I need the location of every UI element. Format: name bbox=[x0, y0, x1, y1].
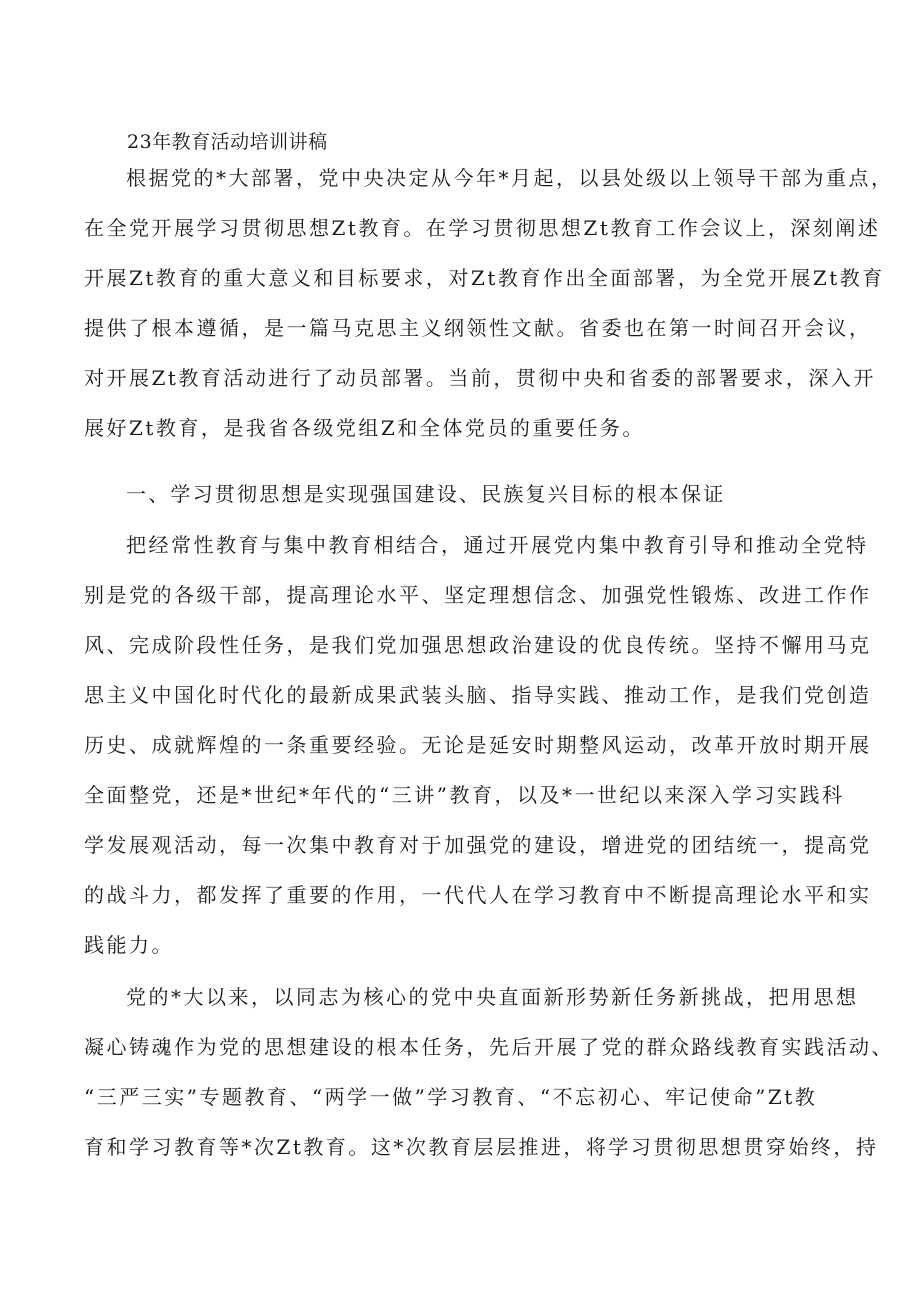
paragraph-2 bbox=[84, 520, 872, 970]
document-title: 23年教育活动培训讲稿 bbox=[127, 131, 328, 153]
text-line: 凝心铸魂作为党的思想建设的根本任务，先后开展了党的群众路线教育实践活动、 bbox=[84, 1035, 894, 1059]
text-line: 把经常性教育与集中教育相结合，通过开展党内集中教育引导和推动全党特 bbox=[126, 533, 869, 557]
text-line: 对开展Zt教育活动进行了动员部署。当前，贯彻中央和省委的部署要求，深入开 bbox=[84, 366, 876, 390]
text-line: 的战斗力，都发挥了重要的作用，一代代人在学习教育中不断提高理论水平和实 bbox=[84, 883, 872, 907]
text-line: 在全党开展学习贯彻思想Zt教育。在学习贯彻思想Zt教育工作会议上，深刻阐述 bbox=[84, 216, 881, 240]
text-line: 提供了根本遵循，是一篇马克思主义纲领性文献。省委也在第一时间召开会议， bbox=[84, 316, 872, 340]
text-line: 党的*大以来，以同志为核心的党中央直面新形势新任务新挑战，把用思想 bbox=[126, 985, 859, 1009]
text-line: 思主义中国化时代化的最新成果武装头脑、指导实践、推动工作，是我们党创造 bbox=[84, 683, 872, 707]
text-line: 践能力。 bbox=[84, 933, 174, 957]
text-line: 根据党的*大部署，党中央决定从今年*月起，以县处级以上领导干部为重点， bbox=[126, 166, 894, 190]
paragraph-3 bbox=[84, 972, 894, 1172]
paragraph-1 bbox=[84, 153, 894, 453]
text-line: 展好Zt教育，是我省各级党组Z和全体党员的重要任务。 bbox=[84, 416, 645, 440]
text-line: 开展Zt教育的重大意义和目标要求，对Zt教育作出全面部署，为全党开展Zt教育 bbox=[84, 266, 885, 290]
text-line: 历史、成就辉煌的一条重要经验。无论是延安时期整风运动，改革开放时期开展 bbox=[84, 733, 872, 757]
section-heading-text: 一、学习贯彻思想是实现强国建设、民族复兴目标的根本保证 bbox=[126, 482, 726, 506]
text-line: 风、完成阶段性任务，是我们党加强思想政治建设的优良传统。坚持不懈用马克 bbox=[84, 633, 872, 657]
text-line: 育和学习教育等*次Zt教育。这*次教育层层推进，将学习贯彻思想贯穿始终，持 bbox=[84, 1135, 879, 1159]
text-line: 别是党的各级干部，提高理论水平、坚定理想信念、加强党性锻炼、改进工作作 bbox=[84, 583, 872, 607]
text-line: 学发展观活动，每一次集中教育对于加强党的建设，增进党的团结统一，提高党 bbox=[84, 833, 872, 857]
section-heading-1 bbox=[84, 469, 838, 519]
text-line: “三严三实”专题教育、“两学一做”学习教育、“不忘初心、牢记使命”Zt教 bbox=[84, 1085, 818, 1109]
text-line: 全面整党，还是*世纪*年代的“三讲”教育，以及*一世纪以来深入学习实践科 bbox=[84, 783, 845, 807]
